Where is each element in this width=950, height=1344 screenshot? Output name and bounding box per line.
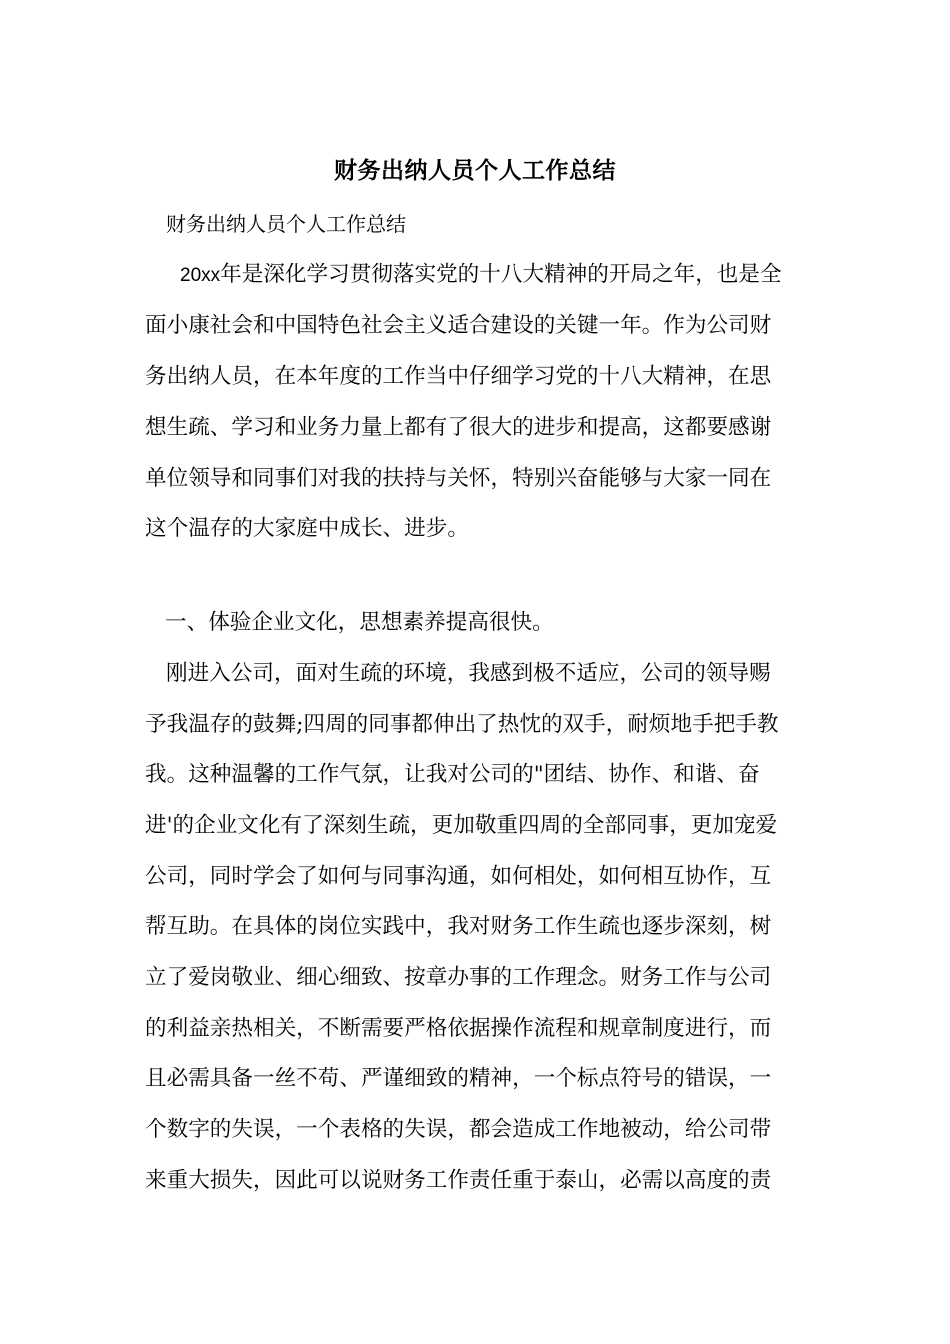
section-1-line-11: 来重大损失，因此可以说财务工作责任重于泰山，必需以高度的责 <box>145 1168 772 1193</box>
section-1-line-2: 予我温存的鼓舞;四周的同事都伸出了热忱的双手，耐烦地手把手教 <box>145 712 779 737</box>
section-1-line-9: 且必需具备一丝不苟、严谨细致的精神，一个标点符号的错误，一 <box>145 1066 772 1091</box>
intro-line-2: 面小康社会和中国特色社会主义适合建设的关键一年。作为公司财 <box>145 313 772 338</box>
document-title: 财务出纳人员个人工作总结 <box>334 157 616 184</box>
section-1-line-8: 的利益亲热相关，不断需要严格依据操作流程和规章制度进行，而 <box>145 1016 772 1041</box>
section-1-line-5: 公司，同时学会了如何与同事沟通，如何相处，如何相互协作，互 <box>145 864 772 889</box>
section-1-line-10: 个数字的失误，一个表格的失误，都会造成工作地被动，给公司带 <box>145 1117 772 1142</box>
intro-line-4: 想生疏、学习和业务力量上都有了很大的进步和提高，这都要感谢 <box>145 415 772 440</box>
intro-line-text: 年是深化学习贯彻落实党的十八大精神的开局之年，也是全 <box>220 262 782 287</box>
section-1-line-7: 立了爱岗敬业、细心细致、按章办事的工作理念。财务工作与公司 <box>145 965 772 990</box>
section-1-heading: 一、体验企业文化，思想素养提高很快。 <box>165 610 554 635</box>
intro-line-1 <box>180 260 782 291</box>
section-1-line-4: 进'的企业文化有了深刻生疏，更加敬重四周的全部同事，更加宠爱 <box>145 813 778 838</box>
intro-line-3: 务出纳人员，在本年度的工作当中仔细学习党的十八大精神，在思 <box>145 364 772 389</box>
section-1-line-1: 刚进入公司，面对生疏的环境，我感到极不适应，公司的领导赐 <box>166 661 771 686</box>
intro-line-6: 这个温存的大家庭中成长、进步。 <box>145 516 469 541</box>
intro-line-5: 单位领导和同事们对我的扶持与关怀，特别兴奋能够与大家一同在 <box>145 466 772 491</box>
section-1-line-6: 帮互助。在具体的岗位实践中，我对财务工作生疏也逐步深刻，树 <box>145 914 772 939</box>
intro-year: 20xx <box>180 265 221 286</box>
document-subtitle: 财务出纳人员个人工作总结 <box>166 212 406 236</box>
section-1-line-3: 我。这种温馨的工作气氛，让我对公司的"团结、协作、和谐、奋 <box>145 762 760 787</box>
